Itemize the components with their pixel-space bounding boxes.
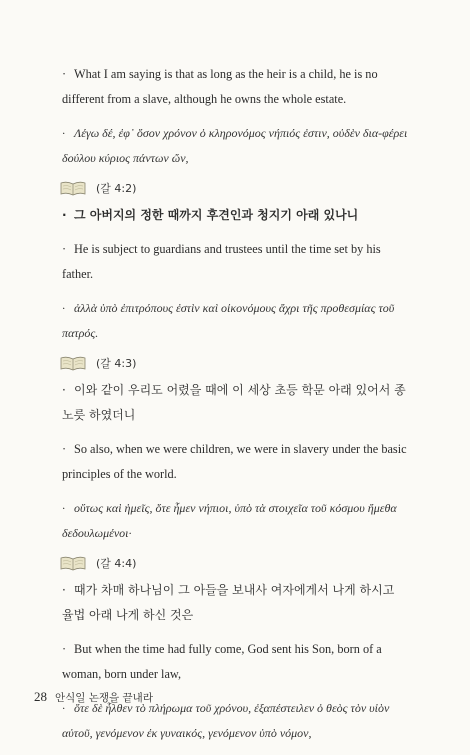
verse-reference: [60, 553, 408, 573]
verse-text: 그 아버지의 정한 때까지 후견인과 청지기 아래 있나니: [74, 208, 359, 222]
english-verse: [62, 637, 408, 687]
page-footer: [34, 689, 153, 705]
verse-reference: [60, 178, 408, 198]
verse-text: ὅτε δὲ ἦλθεν τὸ πλήρωμα τοῦ χρόνου, ἐξαπέστειλεν ὁ θεὸς τὸν υἱὸν αὐτοῦ, γενόμενον ἐκ γυναικός, γενόμενον ὑπὸ νόμον,: [62, 701, 390, 740]
greek-verse: [62, 121, 408, 171]
book-title: 안식일 논쟁을 끝내라: [55, 692, 153, 704]
bullet: ·: [62, 501, 65, 515]
bullet: ·: [62, 383, 66, 397]
greek-verse: [62, 296, 408, 346]
english-verse: [62, 237, 408, 287]
verse-text: He is subject to guardians and trustees until the time set by his father.: [62, 242, 381, 281]
korean-verse: [62, 203, 408, 228]
verse-reference: [60, 353, 408, 373]
book-icon: [60, 355, 86, 371]
verse-text: Λέγω δέ, ἐφ᾽ ὅσον χρόνον ὁ κληρονόμος νήπιός ἐστιν, οὐδὲν δια-φέρει δούλου κύριος πάντων ὤν,: [62, 126, 408, 165]
english-verse: [62, 62, 408, 112]
reference-label: (갈 4:2): [96, 182, 137, 195]
verse-text: οὕτως καὶ ἡμεῖς, ὅτε ἦμεν νήπιοι, ὑπὸ τὰ στοιχεῖα τοῦ κόσμου ἤμεθα δεδουλωμένοι·: [62, 501, 397, 540]
greek-verse: [62, 496, 408, 546]
bullet: ·: [62, 126, 65, 140]
page-number: 28: [34, 689, 47, 704]
bullet: ·: [62, 301, 65, 315]
korean-verse: [62, 378, 408, 428]
verse-text: What I am saying is that as long as the heir is a child, he is no different from a slave, although he owns the whole estate.: [62, 67, 378, 106]
bullet: ·: [62, 642, 67, 656]
book-icon: [60, 180, 86, 196]
bullet: ·: [62, 208, 67, 222]
korean-verse: [62, 578, 408, 628]
bullet: ·: [62, 242, 67, 256]
reference-label: (갈 4:3): [96, 357, 137, 370]
reference-label: (갈 4:4): [96, 557, 137, 570]
verse-text: 때가 차매 하나님이 그 아들을 보내사 여자에게서 나게 하시고 율법 아래 나게 하신 것은: [62, 583, 395, 622]
book-icon: [60, 555, 86, 571]
bullet: ·: [62, 583, 66, 597]
bullet: ·: [62, 442, 67, 456]
verse-text: 이와 같이 우리도 어렸을 때에 이 세상 초등 학문 아래 있어서 종노릇 하였더니: [62, 383, 406, 422]
bullet: ·: [62, 67, 67, 81]
english-verse: [62, 437, 408, 487]
page-body: [62, 62, 408, 755]
verse-text: ἀλλὰ ὑπὸ ἐπιτρόπους ἐστὶν καὶ οἰκονόμους ἄχρι τῆς προθεσμίας τοῦ πατρός.: [62, 301, 395, 340]
bullet: ·: [62, 701, 65, 715]
verse-text: So also, when we were children, we were in slavery under the basic principles of the world.: [62, 442, 407, 481]
verse-text: But when the time had fully come, God sent his Son, born of a woman, born under law,: [62, 642, 382, 681]
